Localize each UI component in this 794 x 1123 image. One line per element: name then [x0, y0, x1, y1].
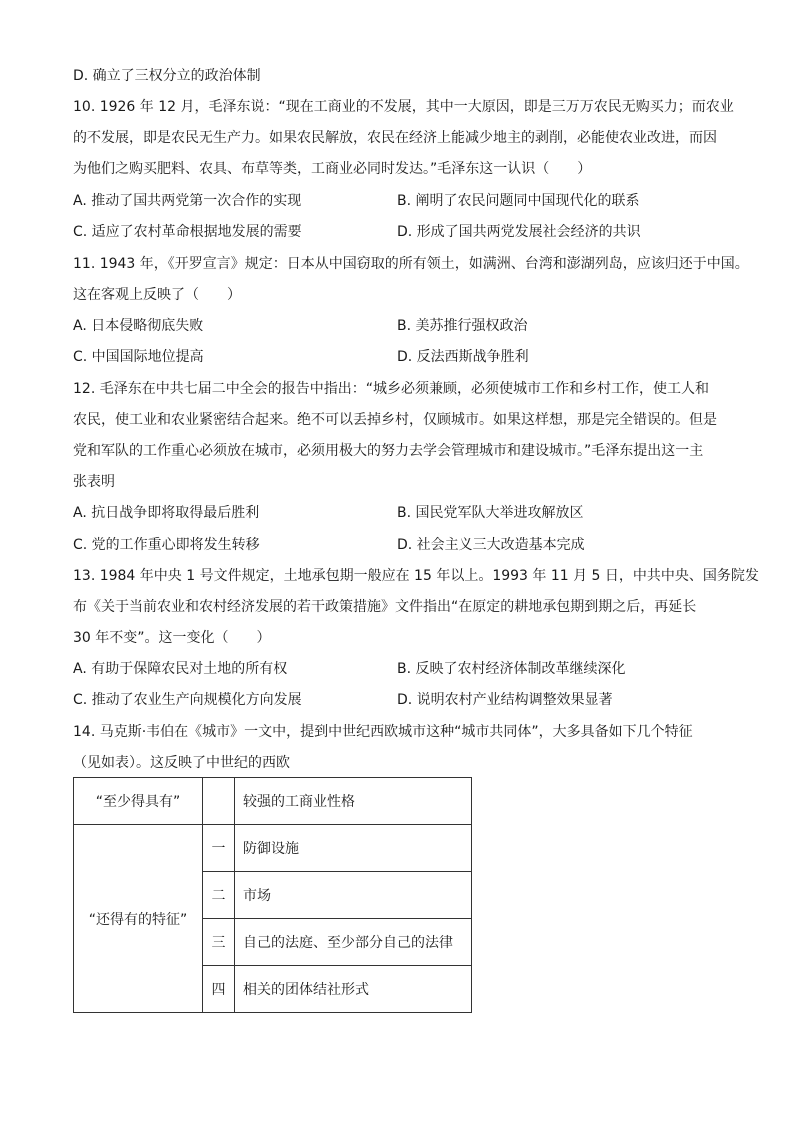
table-num-cell — [203, 778, 235, 825]
table-num-cell: 四 — [203, 966, 235, 1013]
q10-option-d: D. 形成了国共两党发展社会经济的共识 — [397, 224, 641, 240]
q9-option-d: D. 确立了三权分立的政治体制 — [73, 68, 261, 84]
q10-option-b: B. 阐明了农民问题同中国现代化的联系 — [397, 193, 640, 209]
q14-stem-line-1: 14. 马克斯·韦伯在《城市》一文中，提到中世纪西欧城市这种“城市共同体”，大多具备如下几个特征 — [73, 724, 693, 740]
q13-stem-line-3: 30 年不变”。这一变化（ ） — [73, 630, 271, 646]
q13-option-b: B. 反映了农村经济体制改革继续深化 — [397, 661, 626, 677]
table-feature-text: 较强的工商业性格 — [235, 778, 472, 825]
q12-stem-line-4: 张表明 — [73, 474, 115, 490]
q10-option-c: C. 适应了农村革命根据地发展的需要 — [73, 224, 302, 240]
table-feature-text: 防御设施 — [235, 825, 472, 872]
q14-stem-line-2: （见如表）。这反映了中世纪的西欧 — [73, 755, 290, 771]
q13-option-c: C. 推动了农业生产向规模化方向发展 — [73, 692, 302, 708]
q12-option-c: C. 党的工作重心即将发生转移 — [73, 537, 260, 553]
q13-stem-line-1: 13. 1984 年中央 1 号文件规定，土地承包期一般应在 15 年以上。1993 年 11 月 5 日，中共中央、国务院发 — [73, 568, 759, 584]
q11-option-d: D. 反法西斯战争胜利 — [397, 349, 529, 365]
table-row — [74, 778, 472, 825]
table-feature-text: 相关的团体结社形式 — [235, 966, 472, 1013]
q12-option-b: B. 国民党军队大举进攻解放区 — [397, 505, 584, 521]
table-label-should-have: “还得有的特征” — [74, 825, 203, 1013]
table-num-cell: 二 — [203, 872, 235, 919]
q10-stem-line-1: 10. 1926 年 12 月，毛泽东说：“现在工商业的不发展，其中一大原因，即是三万万农民无购买力；而农业 — [73, 99, 734, 115]
q12-stem-line-1: 12. 毛泽东在中共七届二中全会的报告中指出：“城乡必须兼顾，必须使城市工作和乡村工作，使工人和 — [73, 381, 709, 397]
q10-stem-line-2: 的不发展，即是农民无生产力。如果农民解放，农民在经济上能减少地主的剥削，必能使农业改进，而因 — [73, 130, 717, 146]
q11-option-c: C. 中国国际地位提高 — [73, 349, 204, 365]
q12-option-a: A. 抗日战争即将取得最后胜利 — [73, 505, 260, 521]
q13-stem-line-2: 布《关于当前农业和农村经济发展的若干政策措施》文件指出“在原定的耕地承包期到期之后，再延长 — [73, 599, 697, 615]
q11-stem-line-1: 11. 1943 年，《开罗宣言》规定：日本从中国窃取的所有领土，如满洲、台湾和澎湖列岛，应该归还于中国。 — [73, 256, 749, 272]
table-feature-text: 自己的法庭、至少部分自己的法律 — [235, 919, 472, 966]
table-feature-text: 市场 — [235, 872, 472, 919]
q12-stem-line-2: 农民，使工业和农业紧密结合起来。绝不可以丢掉乡村，仅顾城市。如果这样想，那是完全错误的。但是 — [73, 412, 717, 428]
q10-option-a: A. 推动了国共两党第一次合作的实现 — [73, 193, 302, 209]
q11-option-a: A. 日本侵略彻底失败 — [73, 318, 204, 334]
q13-option-a: A. 有助于保障农民对土地的所有权 — [73, 661, 288, 677]
q11-stem-line-2: 这在客观上反映了（ ） — [73, 287, 241, 303]
city-features-table — [73, 777, 472, 1013]
table-num-cell: 三 — [203, 919, 235, 966]
table-label-must-have: “至少得具有” — [74, 778, 203, 825]
q12-stem-line-3: 党和军队的工作重心必须放在城市，必须用极大的努力去学会管理城市和建设城市。”毛泽东提出这一主 — [73, 443, 704, 459]
q10-stem-line-3: 为他们之购买肥料、农具、布草等类，工商业必同时发达。”毛泽东这一认识（ ） — [73, 161, 592, 177]
q11-option-b: B. 美苏推行强权政治 — [397, 318, 528, 334]
table-row — [74, 825, 472, 872]
q13-option-d: D. 说明农村产业结构调整效果显著 — [397, 692, 613, 708]
table-num-cell: 一 — [203, 825, 235, 872]
q12-option-d: D. 社会主义三大改造基本完成 — [397, 537, 585, 553]
